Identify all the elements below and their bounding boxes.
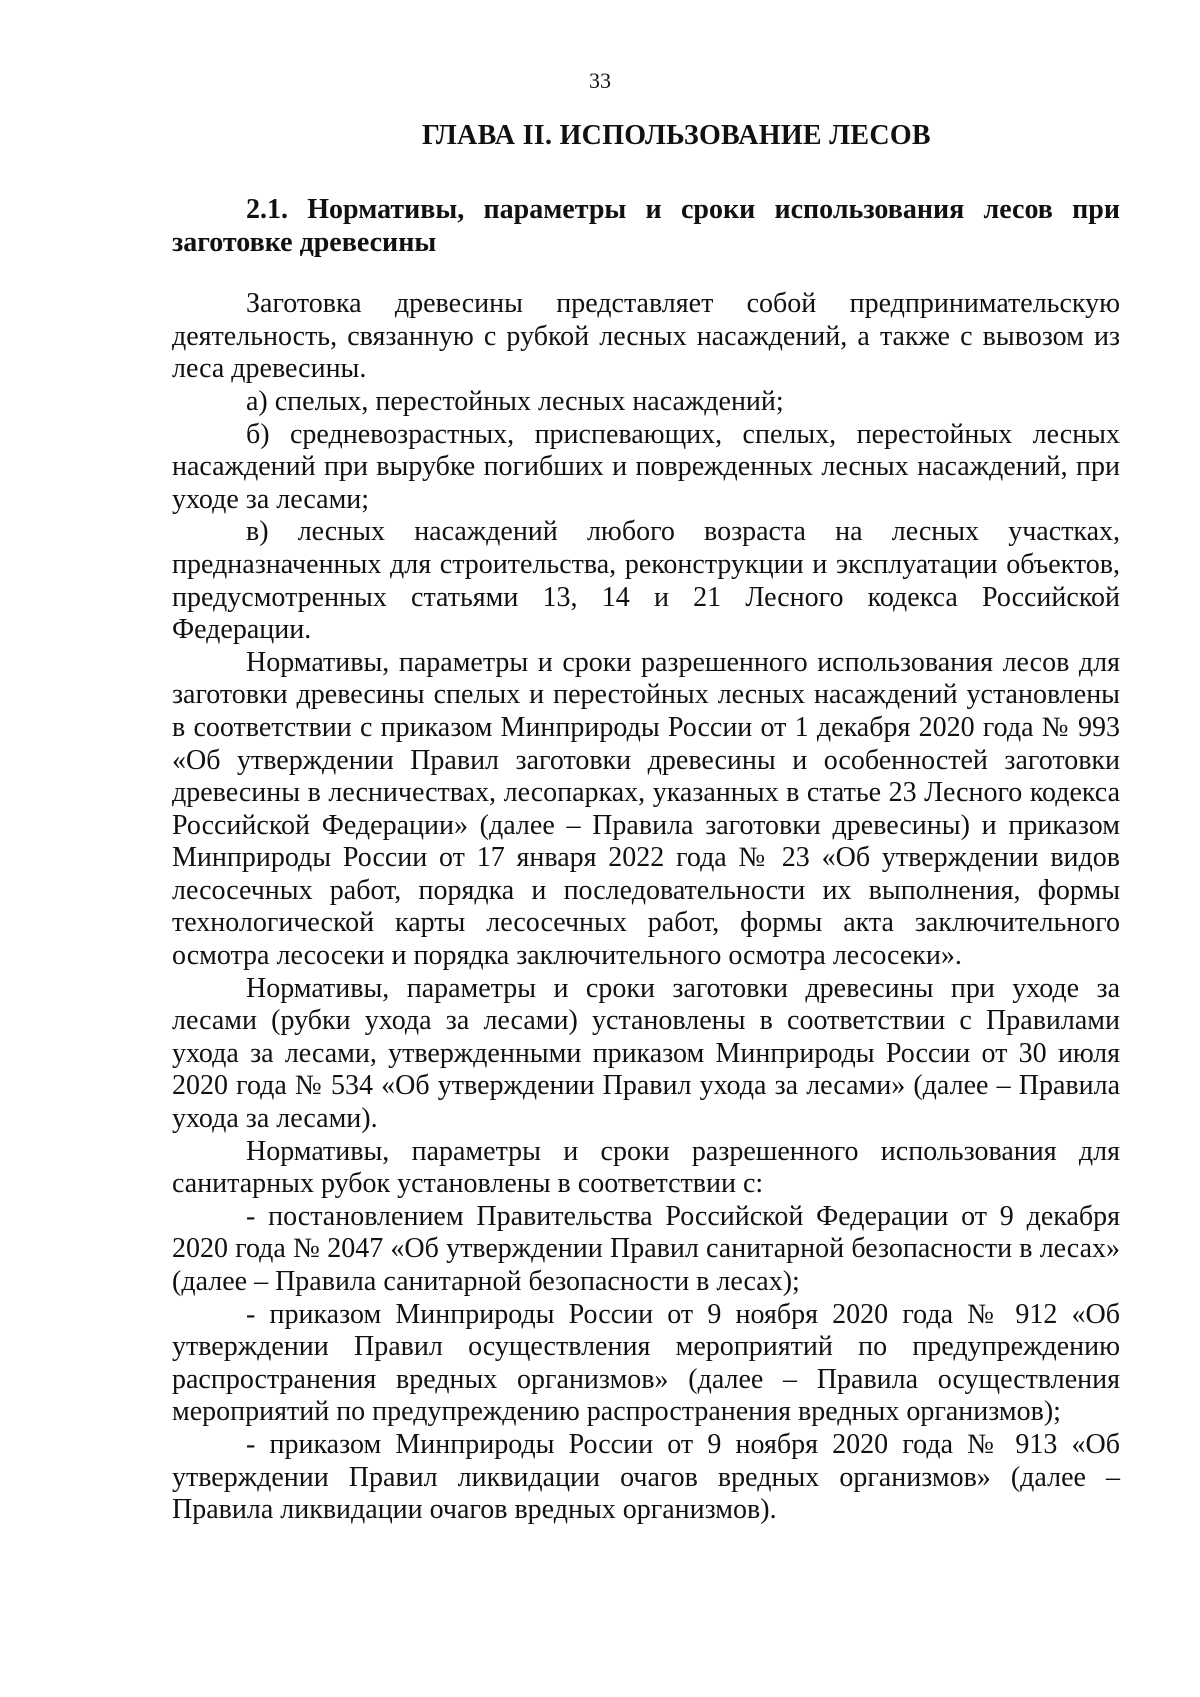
document-body — [172, 120, 1120, 1527]
list-item-a: а) спелых, перестойных лесных насаждений; — [246, 385, 784, 417]
dash-item-912: - приказом Минприроды России от 9 ноября 2020 года № 912 «Об утверждении Правил осуществления мероприятий по предупреждению распространения вредных организмов» (далее – Правила осуществления мероприятий по предупреждению распространения вредных организмов); — [172, 1298, 1120, 1428]
list-item-b: б) средневозрастных, приспевающих, спелых, перестойных лесных насаждений при вырубке погибших и поврежденных лесных насаждений, при уходе за лесами; — [172, 418, 1120, 515]
dash-item-913: - приказом Минприроды России от 9 ноября 2020 года № 913 «Об утверждении Правил ликвидации очагов вредных организмов» (далее – Правила ликвидации очагов вредных организмов). — [172, 1428, 1120, 1526]
dash-item-2047: - постановлением Правительства Российской Федерации от 9 декабря 2020 года № 2047 «Об утверждении Правил санитарной безопасности в лесах» (далее – Правила санитарной безопасности в лесах); — [172, 1200, 1120, 1297]
paragraph-forest-care: Нормативы, параметры и сроки заготовки древесины при уходе за лесами (рубки ухода за лесами) установлены в соответствии с Правилами ухода за лесами, утвержденными приказом Минприроды России от 30 июля 2020 года № 534 «Об утверждении Правил ухода за лесами» (далее – Правила ухода за лесами). — [172, 972, 1120, 1135]
paragraph-logging-norms: Нормативы, параметры и сроки разрешенного использования лесов для заготовки древесины спелых и перестойных лесных насаждений установлены в соответствии с приказом Минприроды России от 1 декабря 2020 года № 993 «Об утверждении Правил заготовки древесины и особенностей заготовки древесины в лесничествах, лесопарках, указанных в статье 23 Лесного кодекса Российской Федерации» (далее – Правила заготовки древесины) и приказом Минприроды России от 17 января 2022 года № 23 «Об утверждении видов лесосечных работ, порядка и последовательности их выполнения, формы технологической карты лесосечных работ, формы акта заключительного осмотра лесосеки и порядка заключительного осмотра лесосеки». — [172, 646, 1120, 972]
list-item-c: в) лесных насаждений любого возраста на лесных участках, предназначенных для строительства, реконструкции и эксплуатации объектов, предусмотренных статьями 13, 14 и 21 Лесного кодекса Российской Федерации. — [172, 516, 1120, 646]
section-title: 2.1. Нормативы, параметры и сроки использования лесов при заготовке древесины — [172, 194, 1120, 258]
chapter-title: ГЛАВА II. ИСПОЛЬЗОВАНИЕ ЛЕСОВ — [422, 120, 931, 151]
paragraph-intro: Заготовка древесины представляет собой предпринимательскую деятельность, связанную с рубкой лесных насаждений, а также с вывозом из леса древесины. — [172, 288, 1120, 385]
paragraph-sanitary-intro: Нормативы, параметры и сроки разрешенного использования для санитарных рубок установлены в соответствии с: — [172, 1135, 1120, 1200]
page-number: 33 — [589, 68, 611, 93]
